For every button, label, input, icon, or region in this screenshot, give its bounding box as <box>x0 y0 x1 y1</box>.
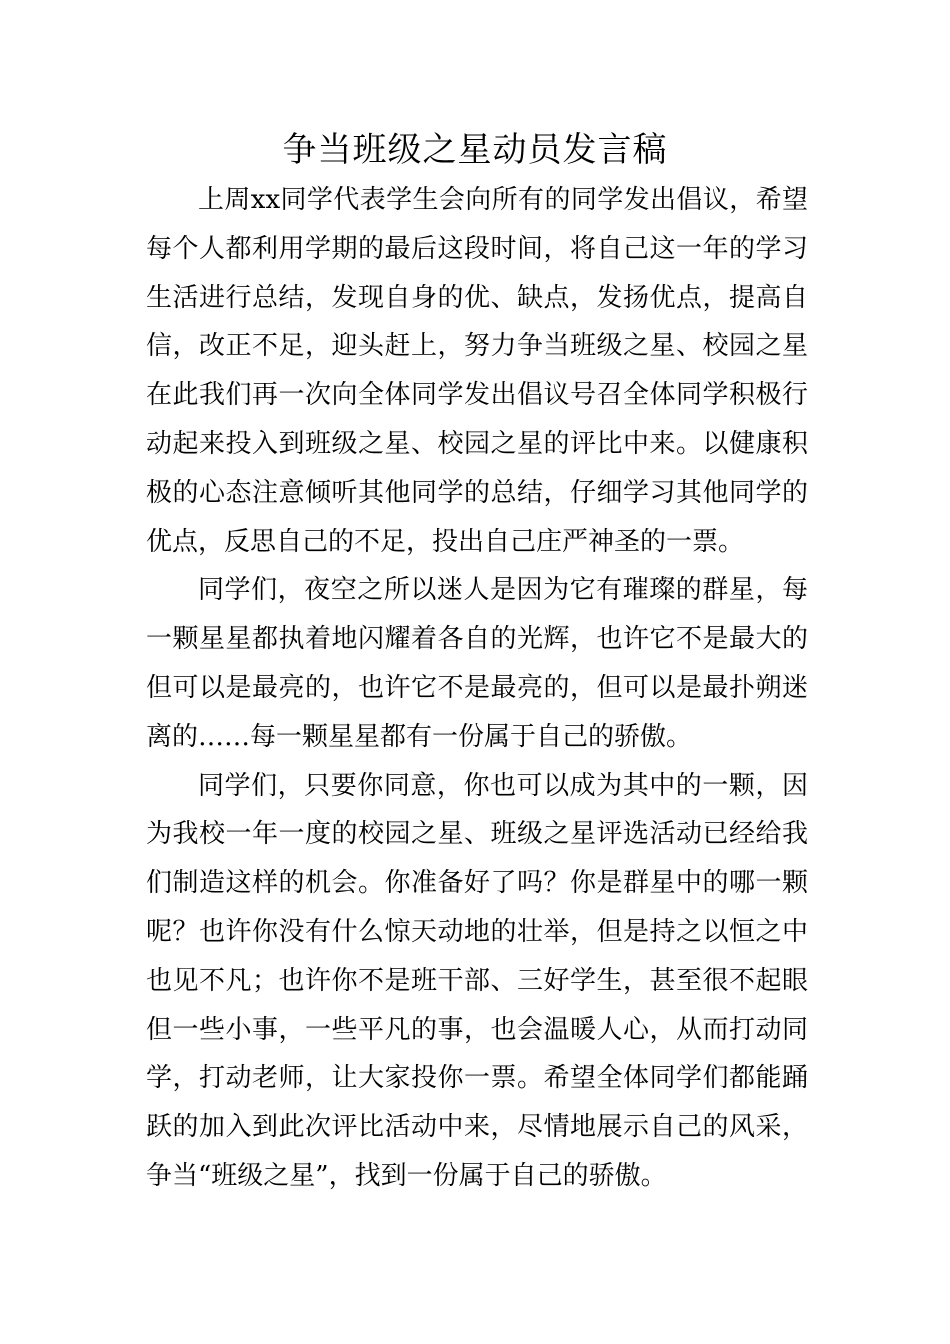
document-title: 争当班级之星动员发言稿 <box>282 130 668 170</box>
document-body <box>146 176 808 1201</box>
paragraph-1: 上周xx同学代表学生会向所有的同学发出倡议，希望每个人都利用学期的最后这段时间，将自己这一年的学习生活进行总结，发现自身的优、缺点，发扬优点，提高自信，改正不足，迎头赶上，努力争当班级之星、校园之星在此我们再一次向全体同学发出倡议号召全体同学积极行动起来投入到班级之星、校园之星的评比中来。以健康积极的心态注意倾听其他同学的总结，仔细学习其他同学的优点，反思自己的不足，投出自己庄严神圣的一票。 <box>146 185 808 557</box>
paragraph-3: 同学们，只要你同意，你也可以成为其中的一颗，因为我校一年一度的校园之星、班级之星评选活动已经给我们制造这样的机会。你准备好了吗？你是群星中的哪一颗呢？也许你没有什么惊天动地的壮举，但是持之以恒之中也见不凡；也许你不是班干部、三好学生，甚至很不起眼但一些小事，一些平凡的事，也会温暖人心，从而打动同学，打动老师，让大家投你一票。希望全体同学们都能踊跃的加入到此次评比活动中来，尽情地展示自己的风采，争当“班级之星”，找到一份属于自己的骄傲。 <box>146 770 808 1191</box>
paragraph-2: 同学们，夜空之所以迷人是因为它有璀璨的群星，每一颗星星都执着地闪耀着各自的光辉，也许它不是最大的但可以是最亮的，也许它不是最亮的，但可以是最扑朔迷离的……每一颗星星都有一份属于自己的骄傲。 <box>146 575 808 752</box>
